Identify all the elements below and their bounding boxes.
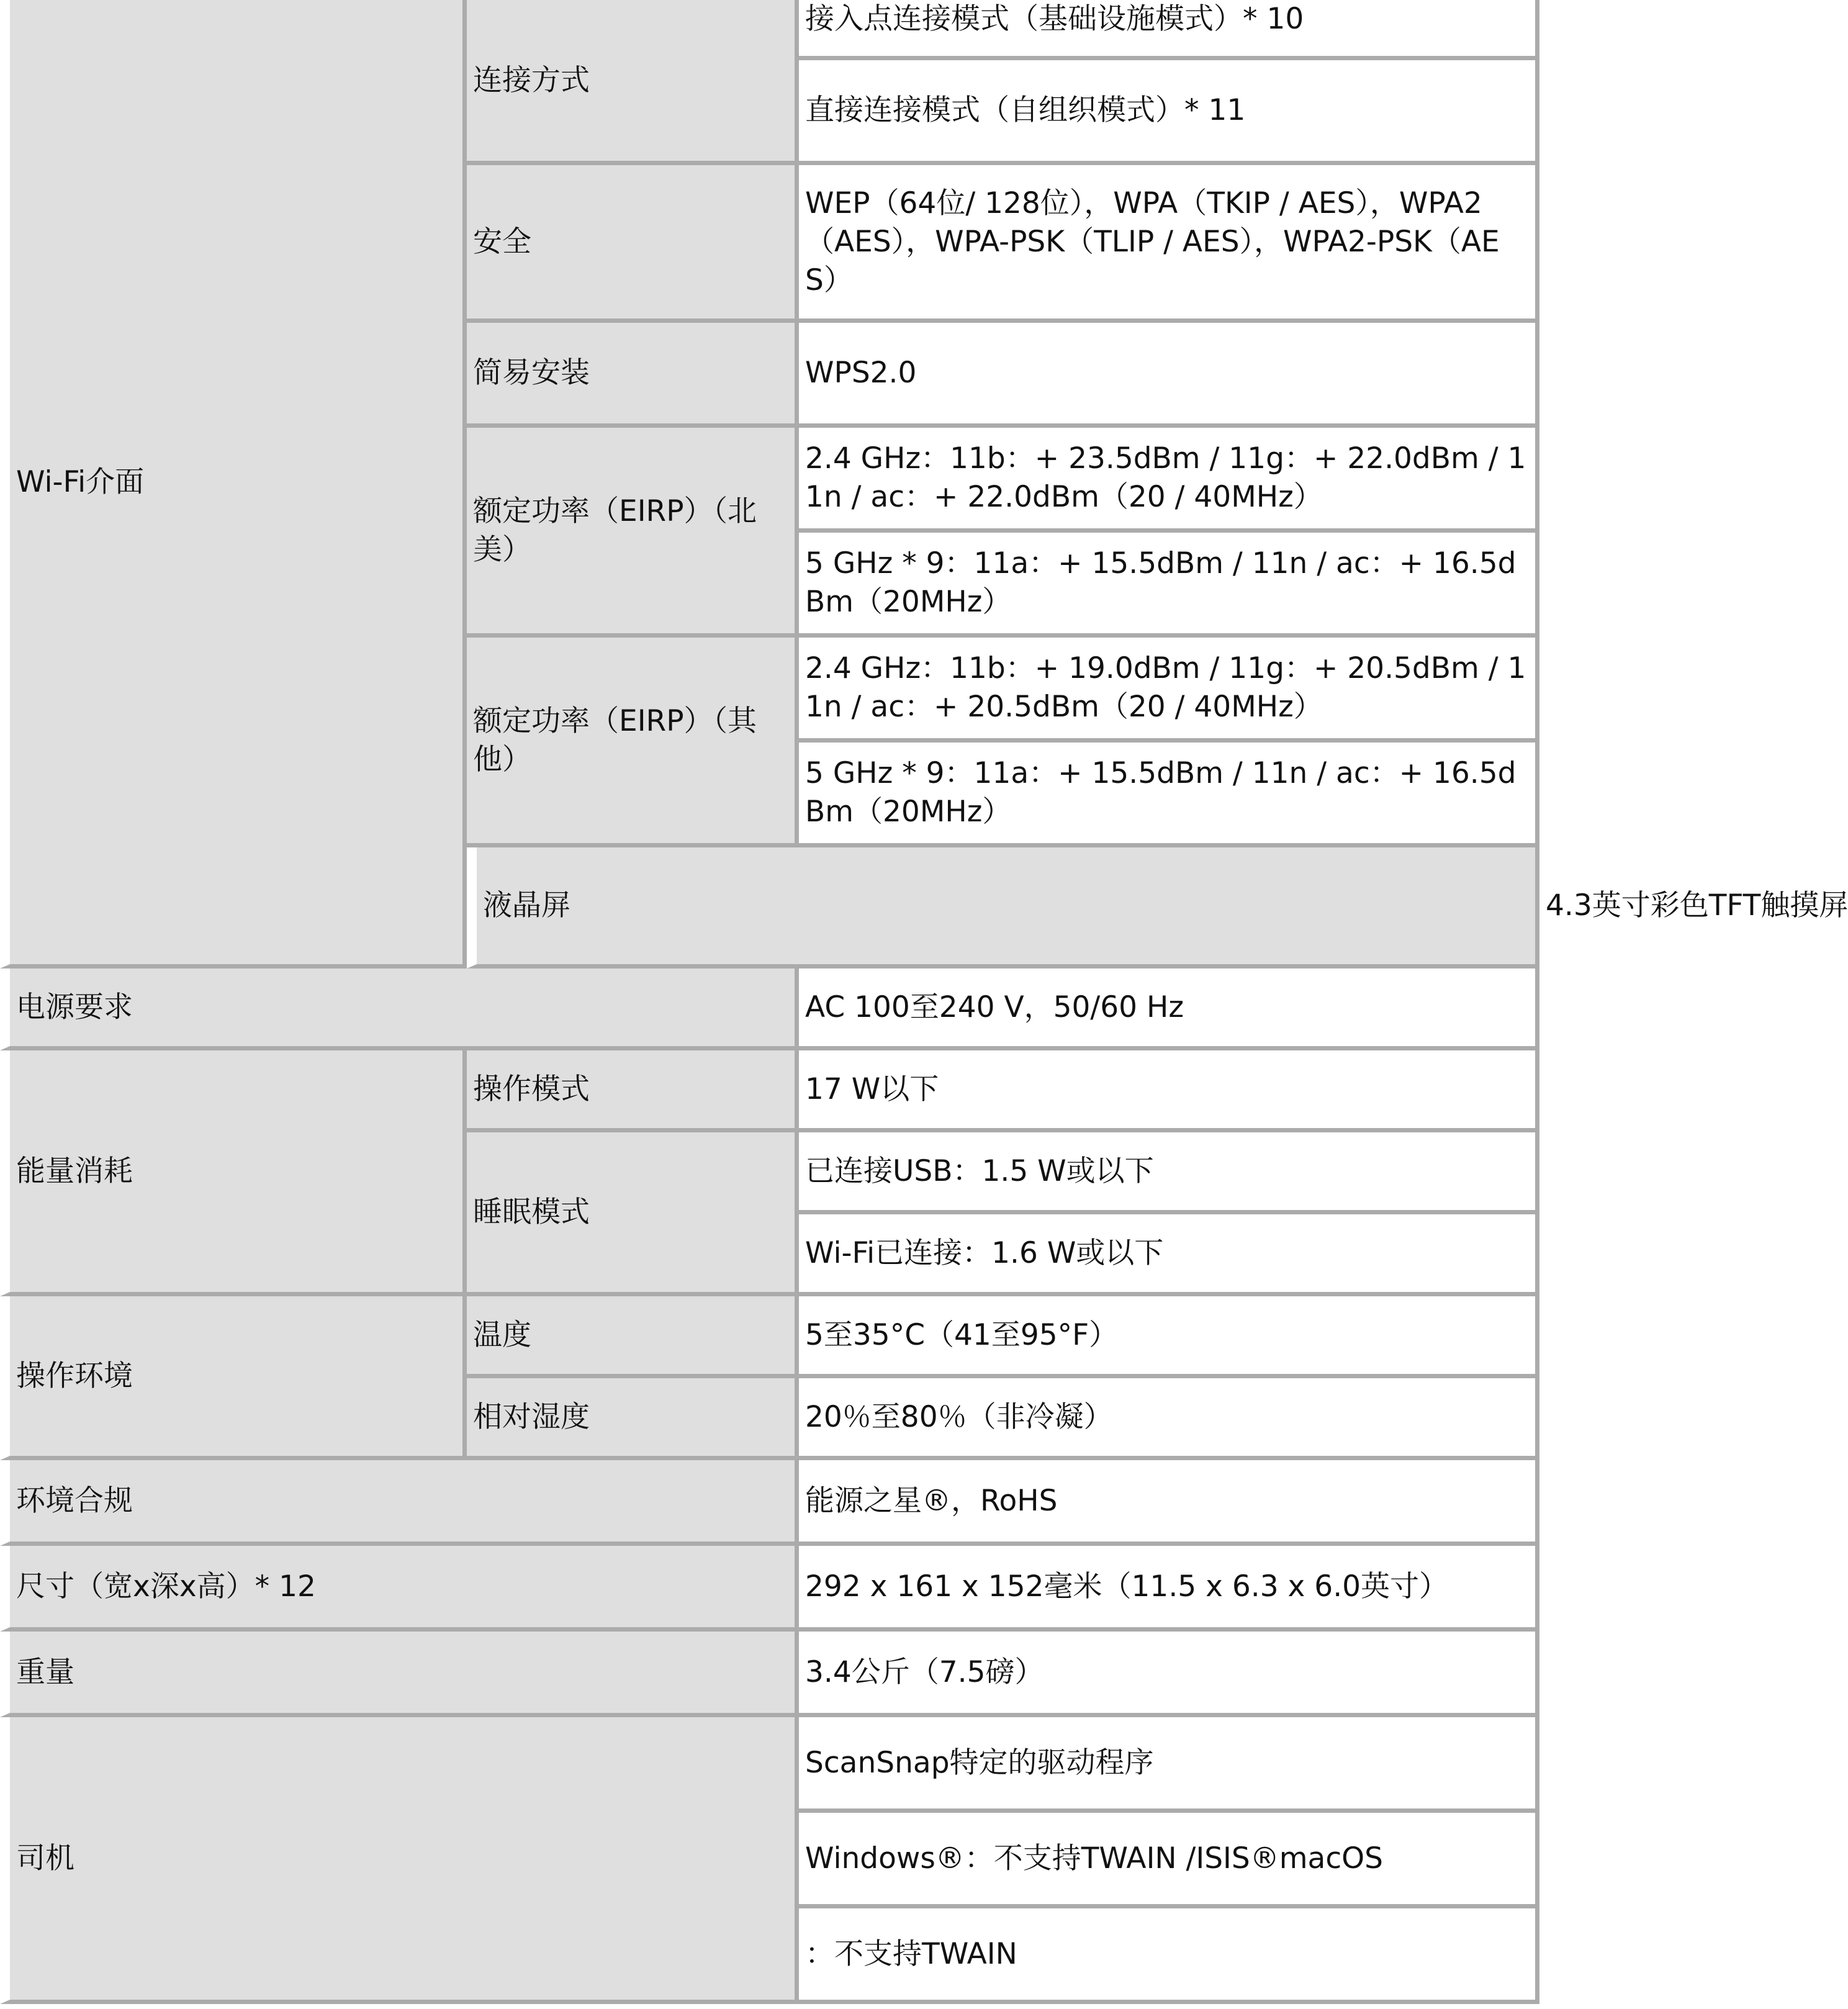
row-header-wifi: Wi-Fi介面 <box>0 0 467 968</box>
value-eirp-other-5ghz: 5 GHz * 9：11a：+ 15.5dBm / 11n / ac：+ 16.5dBm（20MHz） <box>799 743 1539 847</box>
table-row <box>0 1050 1539 1132</box>
sub-header-operating-mode: 操作模式 <box>467 1050 799 1132</box>
value-easy-setup: WPS2.0 <box>799 323 1539 428</box>
row-header-consumption: 能量消耗 <box>0 1050 467 1296</box>
row-header-environment: 操作环境 <box>0 1296 467 1460</box>
row-header-driver: 司机 <box>0 1717 799 2004</box>
sub-header-eirp-na: 额定功率（EIRP）（北美） <box>467 428 799 638</box>
value-weight: 3.4公斤（7.5磅） <box>799 1632 1539 1717</box>
value-security: WEP（64位/ 128位），WPA（TKIP / AES），WPA2（AES），WPA-PSK（TLIP / AES），WPA2-PSK（AES） <box>799 165 1539 323</box>
table-row <box>0 1296 1539 1378</box>
value-connection-adhoc: 直接连接模式（自组织模式）* 11 <box>799 60 1539 165</box>
sub-header-easy-setup: 简易安装 <box>467 323 799 428</box>
row-header-lcd: 液晶屏 <box>467 847 1539 968</box>
value-driver-scansnap: ScanSnap特定的驱动程序 <box>799 1717 1539 1813</box>
sub-header-security: 安全 <box>467 165 799 323</box>
value-sleep-usb: 已连接USB：1.5 W或以下 <box>799 1132 1539 1214</box>
sub-header-sleep-mode: 睡眠模式 <box>467 1132 799 1296</box>
value-operating-mode: 17 W以下 <box>799 1050 1539 1132</box>
row-header-compliance: 环境合规 <box>0 1460 799 1546</box>
row-header-power: 电源要求 <box>0 968 799 1050</box>
table-row <box>0 1717 1539 1813</box>
value-compliance: 能源之星®，RoHS <box>799 1460 1539 1546</box>
value-sleep-wifi: Wi-Fi已连接：1.6 W或以下 <box>799 1214 1539 1296</box>
value-eirp-na-24ghz: 2.4 GHz：11b：+ 23.5dBm / 11g：+ 22.0dBm / 11n / ac：+ 22.0dBm（20 / 40MHz） <box>799 428 1539 533</box>
value-driver-macos: ：不支持TWAIN <box>799 1908 1539 2004</box>
sub-header-temperature: 温度 <box>467 1296 799 1378</box>
value-temperature: 5至35°C（41至95°F） <box>799 1296 1539 1378</box>
table-row <box>0 1460 1539 1546</box>
table-row: 液晶屏 4.3英寸彩色TFT触摸屏 <box>0 847 1539 968</box>
value-humidity: 20％至80％（非冷凝） <box>799 1378 1539 1460</box>
table-row <box>0 1632 1539 1717</box>
row-header-dimensions: 尺寸（宽x深x高）* 12 <box>0 1546 799 1632</box>
sub-header-connection: 连接方式 <box>467 0 799 165</box>
table-row <box>0 968 1539 1050</box>
value-driver-windows: Windows®：不支持TWAIN /ISIS®macOS <box>799 1813 1539 1908</box>
value-eirp-na-5ghz: 5 GHz * 9：11a：+ 15.5dBm / 11n / ac：+ 16.5dBm（20MHz） <box>799 533 1539 638</box>
sub-header-humidity: 相对湿度 <box>467 1378 799 1460</box>
value-eirp-other-24ghz: 2.4 GHz：11b：+ 19.0dBm / 11g：+ 20.5dBm / 11n / ac：+ 20.5dBm（20 / 40MHz） <box>799 638 1539 743</box>
value-power: AC 100至240 V，50/60 Hz <box>799 968 1539 1050</box>
table-row <box>0 0 1539 60</box>
sub-header-eirp-other: 额定功率（EIRP）（其他） <box>467 638 799 847</box>
table-row <box>0 1546 1539 1632</box>
row-header-weight: 重量 <box>0 1632 799 1717</box>
value-connection-infrastructure: 接入点连接模式（基础设施模式）* 10 <box>799 0 1539 60</box>
value-dimensions: 292 x 161 x 152毫米（11.5 x 6.3 x 6.0英寸） <box>799 1546 1539 1632</box>
